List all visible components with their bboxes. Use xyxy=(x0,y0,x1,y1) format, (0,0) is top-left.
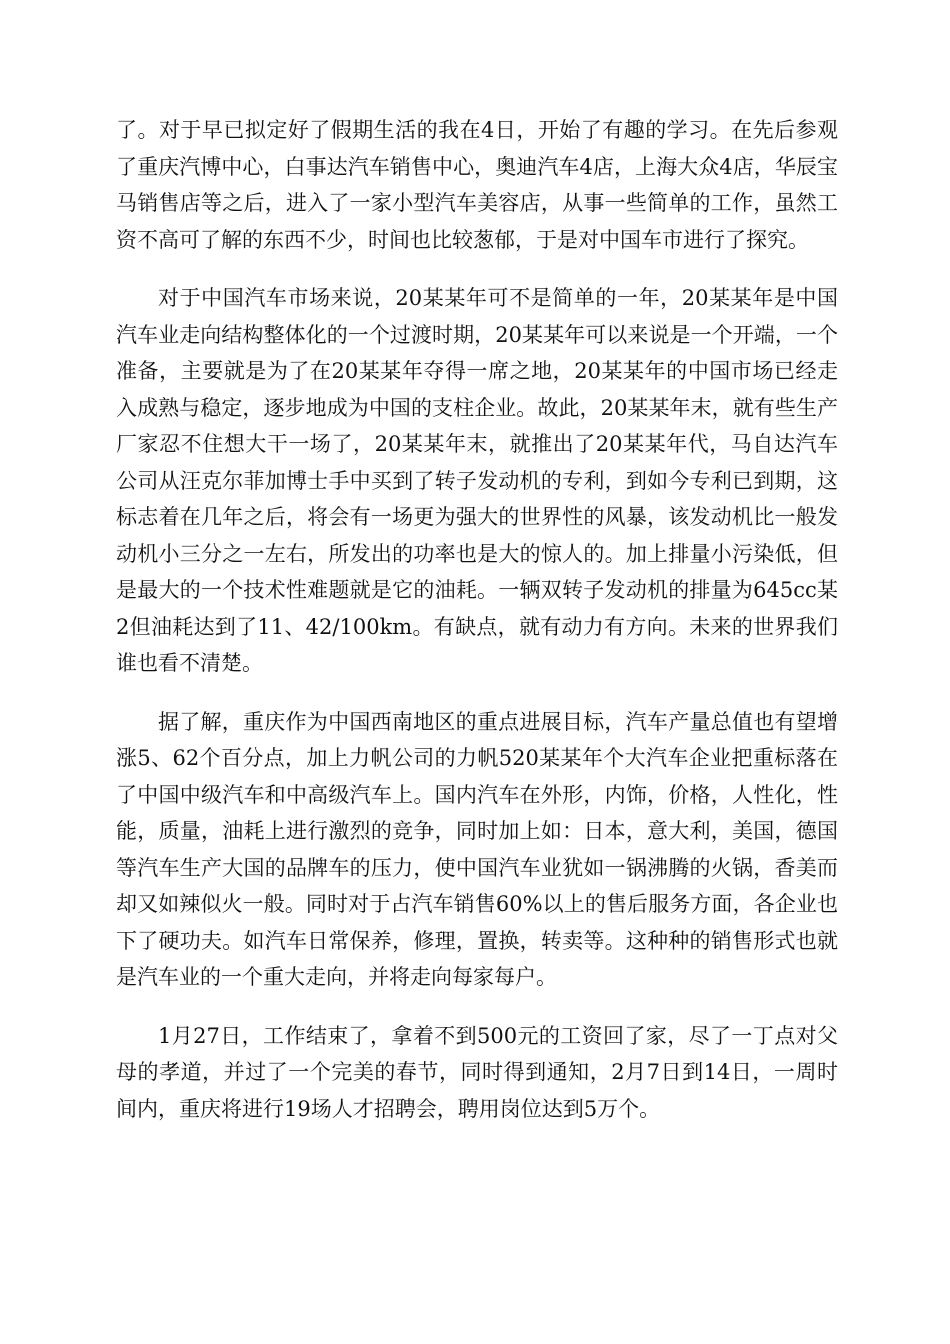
paragraph-continuation: 了。对于早已拟定好了假期生活的我在4日，开始了有趣的学习。在先后参观了重庆汽博中心，白事达汽车销售中心，奥迪汽车4店，上海大众4店，华辰宝马销售店等之后，进入了一家小型汽车美容店，从事一些简单的工作，虽然工资不高可了解的东西不少，时间也比较葱郁，于是对中国车市进行了探究。 xyxy=(116,118,838,252)
paragraph-chongqing: 据了解，重庆作为中国西南地区的重点进展目标，汽车产量总值也有望增涨5、62个百分点，加上力帆公司的力帆520某某年个大汽车企业把重标落在了中国中级汽车和中高级汽车上。国内汽车在外形，内饰，价格，人性化，性能，质量，油耗上进行激烈的竞争，同时加上如：日本，意大利，美国，德国等汽车生产大国的品牌车的压力，使中国汽车业犹如一锅沸腾的火锅，香美而却又如辣似火一般。同时对于占汽车销售60%以上的售后服务方面，各企业也下了硬功夫。如汽车日常保养，修理，置换，转卖等。这种种的销售形式也就是汽车业的一个重大走向，并将走向每家每户。 xyxy=(116,709,838,989)
document-body xyxy=(116,112,838,1127)
paragraph-job-fair: 1月27日，工作结束了，拿着不到500元的工资回了家，尽了一丁点对父母的孝道，并过了一个完美的春节，同时得到通知，2月7日到14日，一周时间内，重庆将进行19场人才招聘会，聘用岗位达到5万个。 xyxy=(116,1023,838,1121)
paragraph-car-market: 对于中国汽车市场来说，20某某年可不是简单的一年，20某某年是中国汽车业走向结构整体化的一个过渡时期，20某某年可以来说是一个开端，一个准备，主要就是为了在20某某年夺得一席之地，20某某年的中国市场已经走入成熟与稳定，逐步地成为中国的支柱企业。故此，20某某年末，就有些生产厂家忍不住想大干一场了，20某某年末，就推出了20某某年代，马自达汽车公司从汪克尔菲加博士手中买到了转子发动机的专利，到如今专利已到期，这标志着在几年之后，将会有一场更为强大的世界性的风暴，该发动机比一般发动机小三分之一左右，所发出的功率也是大的惊人的。加上排量小污染低，但是最大的一个技术性难题就是它的油耗。一辆双转子发动机的排量为645cc某2但油耗达到了11、42/100km。有缺点，就有动力有方向。未来的世界我们谁也看不清楚。 xyxy=(116,286,838,675)
